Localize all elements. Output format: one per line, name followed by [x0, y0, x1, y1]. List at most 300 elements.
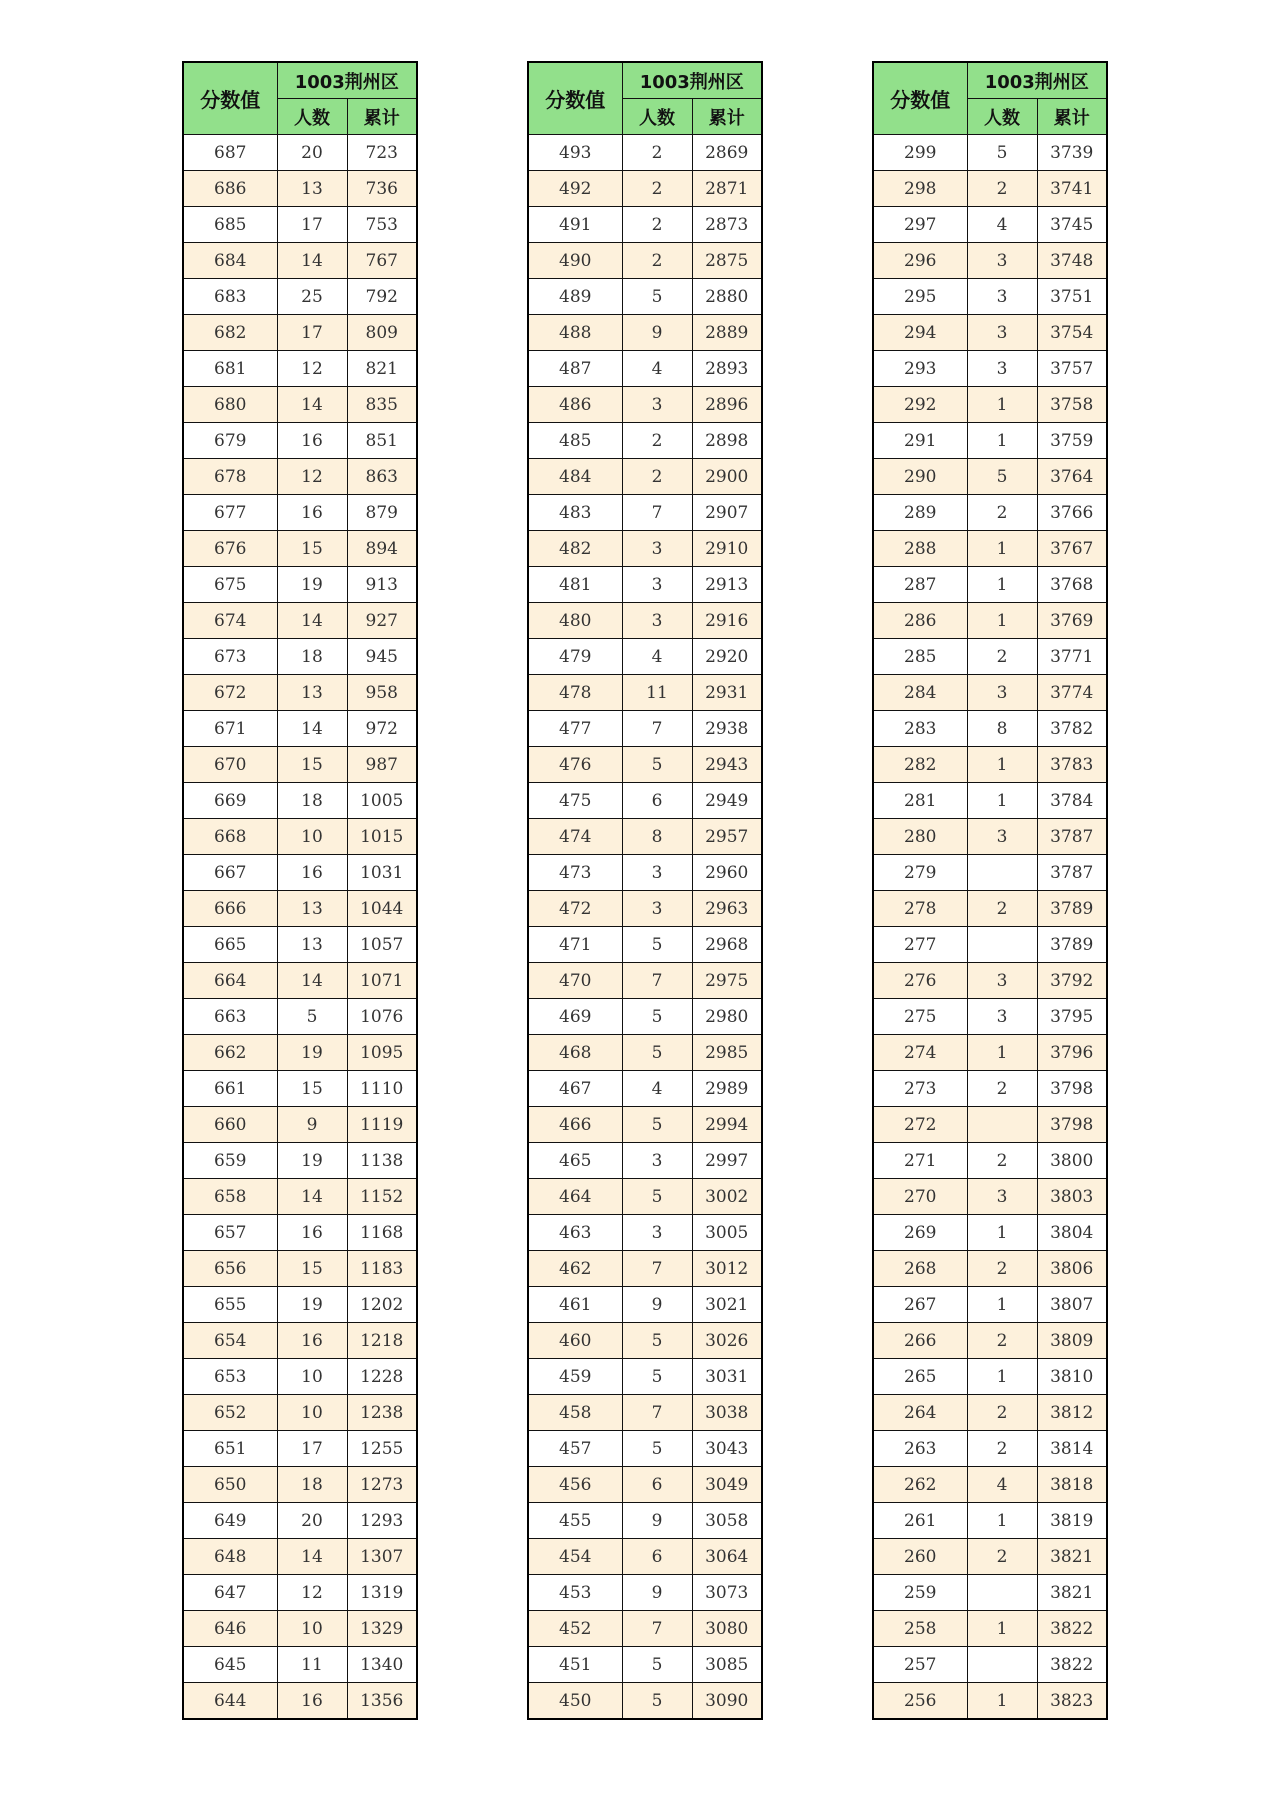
- score-cell: 467: [528, 1071, 622, 1107]
- count-cell: 3: [622, 531, 692, 567]
- count-cell: 7: [622, 1611, 692, 1647]
- score-cell: 468: [528, 1035, 622, 1071]
- count-cell: 10: [277, 1611, 347, 1647]
- table-row: [528, 891, 762, 927]
- score-cell: 299: [873, 135, 967, 171]
- score-cell: 651: [183, 1431, 277, 1467]
- score-cell: 450: [528, 1683, 622, 1720]
- table-row: [183, 1179, 417, 1215]
- count-cell: 9: [622, 315, 692, 351]
- cumulative-cell: 3038: [692, 1395, 762, 1431]
- count-cell: 17: [277, 1431, 347, 1467]
- count-cell: 19: [277, 567, 347, 603]
- count-cell: 17: [277, 207, 347, 243]
- score-cell: 470: [528, 963, 622, 999]
- count-cell: 10: [277, 1395, 347, 1431]
- header-cumulative: 累计: [1037, 99, 1107, 135]
- score-cell: 465: [528, 1143, 622, 1179]
- table-row: [183, 243, 417, 279]
- count-cell: 2: [622, 243, 692, 279]
- table-row: [873, 1251, 1107, 1287]
- cumulative-cell: 3807: [1037, 1287, 1107, 1323]
- score-cell: 288: [873, 531, 967, 567]
- table-row: [528, 1359, 762, 1395]
- table-row: [183, 495, 417, 531]
- score-cell: 268: [873, 1251, 967, 1287]
- cumulative-cell: 1228: [347, 1359, 417, 1395]
- table-row: [183, 1683, 417, 1720]
- score-cell: 664: [183, 963, 277, 999]
- count-cell: 7: [622, 495, 692, 531]
- table-row: [183, 639, 417, 675]
- table-row: [873, 351, 1107, 387]
- score-cell: 289: [873, 495, 967, 531]
- count-cell: 15: [277, 747, 347, 783]
- score-cell: 475: [528, 783, 622, 819]
- table-row: [873, 1395, 1107, 1431]
- table-row: [528, 639, 762, 675]
- count-cell: 3: [967, 279, 1037, 315]
- table-row: [873, 963, 1107, 999]
- score-cell: 271: [873, 1143, 967, 1179]
- score-cell: 478: [528, 675, 622, 711]
- count-cell: 3: [622, 567, 692, 603]
- table-row: [528, 1215, 762, 1251]
- cumulative-cell: 2889: [692, 315, 762, 351]
- score-table-middle: [527, 61, 763, 1720]
- cumulative-cell: 2963: [692, 891, 762, 927]
- cumulative-cell: 2907: [692, 495, 762, 531]
- cumulative-cell: 1138: [347, 1143, 417, 1179]
- table-row: [183, 1539, 417, 1575]
- cumulative-cell: 2985: [692, 1035, 762, 1071]
- table-row: [183, 459, 417, 495]
- table-row: [528, 1323, 762, 1359]
- count-cell: 16: [277, 1323, 347, 1359]
- count-cell: 14: [277, 1179, 347, 1215]
- count-cell: 2: [622, 171, 692, 207]
- table-row: [183, 1251, 417, 1287]
- count-cell: 14: [277, 243, 347, 279]
- table-row: [528, 1143, 762, 1179]
- cumulative-cell: 3783: [1037, 747, 1107, 783]
- table-row: [183, 783, 417, 819]
- score-cell: 262: [873, 1467, 967, 1503]
- score-cell: 680: [183, 387, 277, 423]
- table-row: [183, 963, 417, 999]
- cumulative-cell: 835: [347, 387, 417, 423]
- table-row: [873, 855, 1107, 891]
- score-cell: 666: [183, 891, 277, 927]
- score-cell: 677: [183, 495, 277, 531]
- table-row: [873, 171, 1107, 207]
- cumulative-cell: 1095: [347, 1035, 417, 1071]
- table-row: [183, 1035, 417, 1071]
- cumulative-cell: 3798: [1037, 1107, 1107, 1143]
- score-cell: 287: [873, 567, 967, 603]
- count-cell: 13: [277, 675, 347, 711]
- score-cell: 261: [873, 1503, 967, 1539]
- score-cell: 456: [528, 1467, 622, 1503]
- cumulative-cell: 1356: [347, 1683, 417, 1720]
- count-cell: 15: [277, 1071, 347, 1107]
- score-cell: 489: [528, 279, 622, 315]
- score-cell: 464: [528, 1179, 622, 1215]
- cumulative-cell: 3792: [1037, 963, 1107, 999]
- header-region: 1003荆州区: [622, 62, 762, 99]
- table-row: [183, 1467, 417, 1503]
- score-cell: 277: [873, 927, 967, 963]
- score-cell: 462: [528, 1251, 622, 1287]
- count-cell: 19: [277, 1143, 347, 1179]
- score-cell: 295: [873, 279, 967, 315]
- score-cell: 284: [873, 675, 967, 711]
- count-cell: 5: [622, 1035, 692, 1071]
- table-row: [183, 999, 417, 1035]
- table-row: [528, 531, 762, 567]
- table-row: [873, 603, 1107, 639]
- score-cell: 461: [528, 1287, 622, 1323]
- count-cell: 13: [277, 171, 347, 207]
- cumulative-cell: 2943: [692, 747, 762, 783]
- count-cell: 5: [622, 279, 692, 315]
- table-row: [183, 1287, 417, 1323]
- score-cell: 669: [183, 783, 277, 819]
- header-count: 人数: [967, 99, 1037, 135]
- count-cell: 8: [622, 819, 692, 855]
- cumulative-cell: 3810: [1037, 1359, 1107, 1395]
- score-cell: 684: [183, 243, 277, 279]
- count-cell: 12: [277, 1575, 347, 1611]
- count-cell: 1: [967, 747, 1037, 783]
- cumulative-cell: 1218: [347, 1323, 417, 1359]
- score-cell: 259: [873, 1575, 967, 1611]
- cumulative-cell: 3739: [1037, 135, 1107, 171]
- cumulative-cell: 2968: [692, 927, 762, 963]
- cumulative-cell: 3021: [692, 1287, 762, 1323]
- score-cell: 297: [873, 207, 967, 243]
- table-row: [183, 1431, 417, 1467]
- table-row: [873, 819, 1107, 855]
- score-cell: 663: [183, 999, 277, 1035]
- table-row: [873, 207, 1107, 243]
- score-cell: 644: [183, 1683, 277, 1720]
- score-cell: 492: [528, 171, 622, 207]
- score-cell: 270: [873, 1179, 967, 1215]
- table-row: [528, 603, 762, 639]
- table-row: [528, 711, 762, 747]
- count-cell: 1: [967, 423, 1037, 459]
- table-row: [873, 1647, 1107, 1683]
- cumulative-cell: 2980: [692, 999, 762, 1035]
- count-cell: 19: [277, 1035, 347, 1071]
- count-cell: 9: [622, 1287, 692, 1323]
- score-cell: 263: [873, 1431, 967, 1467]
- cumulative-cell: 3767: [1037, 531, 1107, 567]
- score-cell: 477: [528, 711, 622, 747]
- table-row: [873, 999, 1107, 1035]
- count-cell: 9: [622, 1575, 692, 1611]
- table-row: [528, 207, 762, 243]
- count-cell: 2: [967, 1143, 1037, 1179]
- score-cell: 266: [873, 1323, 967, 1359]
- header-count: 人数: [277, 99, 347, 135]
- count-cell: 3: [622, 603, 692, 639]
- table-row: [873, 1143, 1107, 1179]
- table-row: [528, 1071, 762, 1107]
- table-row: [873, 747, 1107, 783]
- count-cell: 8: [967, 711, 1037, 747]
- score-cell: 472: [528, 891, 622, 927]
- cumulative-cell: 1152: [347, 1179, 417, 1215]
- table-row: [528, 1179, 762, 1215]
- count-cell: 7: [622, 1251, 692, 1287]
- score-cell: 484: [528, 459, 622, 495]
- cumulative-cell: 2900: [692, 459, 762, 495]
- cumulative-cell: 3026: [692, 1323, 762, 1359]
- count-cell: [967, 927, 1037, 963]
- count-cell: 12: [277, 459, 347, 495]
- cumulative-cell: 1273: [347, 1467, 417, 1503]
- score-cell: 260: [873, 1539, 967, 1575]
- table-row: [183, 567, 417, 603]
- count-cell: 16: [277, 855, 347, 891]
- count-cell: 20: [277, 135, 347, 171]
- count-cell: 4: [622, 1071, 692, 1107]
- cumulative-cell: 3821: [1037, 1539, 1107, 1575]
- score-cell: 654: [183, 1323, 277, 1359]
- score-cell: 653: [183, 1359, 277, 1395]
- cumulative-cell: 3823: [1037, 1683, 1107, 1720]
- count-cell: 18: [277, 639, 347, 675]
- score-cell: 660: [183, 1107, 277, 1143]
- count-cell: 5: [622, 747, 692, 783]
- count-cell: 2: [967, 1251, 1037, 1287]
- score-cell: 668: [183, 819, 277, 855]
- cumulative-cell: 2916: [692, 603, 762, 639]
- count-cell: 14: [277, 387, 347, 423]
- table-row: [183, 819, 417, 855]
- count-cell: 10: [277, 1359, 347, 1395]
- score-cell: 474: [528, 819, 622, 855]
- count-cell: 3: [967, 1179, 1037, 1215]
- cumulative-cell: 2893: [692, 351, 762, 387]
- cumulative-cell: 767: [347, 243, 417, 279]
- count-cell: 2: [967, 1395, 1037, 1431]
- cumulative-cell: 3769: [1037, 603, 1107, 639]
- score-table-right: [872, 61, 1108, 1720]
- score-cell: 454: [528, 1539, 622, 1575]
- cumulative-cell: 3787: [1037, 855, 1107, 891]
- cumulative-cell: 2997: [692, 1143, 762, 1179]
- cumulative-cell: 927: [347, 603, 417, 639]
- score-cell: 280: [873, 819, 967, 855]
- count-cell: 1: [967, 1035, 1037, 1071]
- score-cell: 657: [183, 1215, 277, 1251]
- cumulative-cell: 3818: [1037, 1467, 1107, 1503]
- table-row: [183, 711, 417, 747]
- cumulative-cell: 3821: [1037, 1575, 1107, 1611]
- table-row: [183, 315, 417, 351]
- cumulative-cell: 3804: [1037, 1215, 1107, 1251]
- score-cell: 655: [183, 1287, 277, 1323]
- score-cell: 647: [183, 1575, 277, 1611]
- score-cell: 671: [183, 711, 277, 747]
- score-cell: 670: [183, 747, 277, 783]
- score-cell: 473: [528, 855, 622, 891]
- table-row: [183, 747, 417, 783]
- score-cell: 273: [873, 1071, 967, 1107]
- cumulative-cell: 3757: [1037, 351, 1107, 387]
- score-cell: 480: [528, 603, 622, 639]
- score-cell: 649: [183, 1503, 277, 1539]
- table-row: [873, 1107, 1107, 1143]
- table-row: [528, 1539, 762, 1575]
- count-cell: 5: [622, 999, 692, 1035]
- table-row: [528, 1431, 762, 1467]
- cumulative-cell: 987: [347, 747, 417, 783]
- count-cell: 14: [277, 1539, 347, 1575]
- cumulative-cell: 1183: [347, 1251, 417, 1287]
- count-cell: 1: [967, 531, 1037, 567]
- count-cell: [967, 855, 1037, 891]
- count-cell: 20: [277, 1503, 347, 1539]
- count-cell: 18: [277, 783, 347, 819]
- cumulative-cell: 3012: [692, 1251, 762, 1287]
- count-cell: 16: [277, 495, 347, 531]
- cumulative-cell: 3058: [692, 1503, 762, 1539]
- count-cell: 3: [622, 891, 692, 927]
- score-cell: 291: [873, 423, 967, 459]
- table-row: [528, 999, 762, 1035]
- count-cell: 5: [622, 927, 692, 963]
- cumulative-cell: 1319: [347, 1575, 417, 1611]
- cumulative-cell: 2938: [692, 711, 762, 747]
- table-row: [528, 855, 762, 891]
- table-row: [183, 1107, 417, 1143]
- score-cell: 665: [183, 927, 277, 963]
- table-row: [528, 459, 762, 495]
- score-cell: 674: [183, 603, 277, 639]
- cumulative-cell: 3064: [692, 1539, 762, 1575]
- table-row: [528, 1287, 762, 1323]
- cumulative-cell: 3822: [1037, 1647, 1107, 1683]
- table-row: [528, 747, 762, 783]
- cumulative-cell: 1031: [347, 855, 417, 891]
- cumulative-cell: 3090: [692, 1683, 762, 1720]
- count-cell: 15: [277, 531, 347, 567]
- cumulative-cell: 2949: [692, 783, 762, 819]
- table-row: [873, 243, 1107, 279]
- count-cell: 9: [277, 1107, 347, 1143]
- score-cell: 646: [183, 1611, 277, 1647]
- count-cell: 19: [277, 1287, 347, 1323]
- table-row: [528, 1575, 762, 1611]
- count-cell: 3: [967, 315, 1037, 351]
- cumulative-cell: 3814: [1037, 1431, 1107, 1467]
- cumulative-cell: 3768: [1037, 567, 1107, 603]
- table-row: [183, 1503, 417, 1539]
- score-cell: 662: [183, 1035, 277, 1071]
- cumulative-cell: 2994: [692, 1107, 762, 1143]
- count-cell: 14: [277, 603, 347, 639]
- count-cell: 1: [967, 1359, 1037, 1395]
- count-cell: 5: [622, 1431, 692, 1467]
- cumulative-cell: 3073: [692, 1575, 762, 1611]
- table-body: [183, 135, 417, 1720]
- score-cell: 667: [183, 855, 277, 891]
- cumulative-cell: 3806: [1037, 1251, 1107, 1287]
- score-cell: 293: [873, 351, 967, 387]
- table-row: [183, 1323, 417, 1359]
- table-row: [183, 279, 417, 315]
- score-cell: 658: [183, 1179, 277, 1215]
- table-row: [873, 1683, 1107, 1720]
- table-row: [528, 783, 762, 819]
- count-cell: 2: [967, 639, 1037, 675]
- table-row: [873, 1611, 1107, 1647]
- count-cell: 4: [967, 1467, 1037, 1503]
- score-cell: 685: [183, 207, 277, 243]
- count-cell: 2: [622, 459, 692, 495]
- score-cell: 457: [528, 1431, 622, 1467]
- cumulative-cell: 1005: [347, 783, 417, 819]
- count-cell: 16: [277, 423, 347, 459]
- table-row: [528, 1611, 762, 1647]
- score-cell: 265: [873, 1359, 967, 1395]
- cumulative-cell: 1076: [347, 999, 417, 1035]
- count-cell: 3: [622, 1143, 692, 1179]
- table-row: [528, 279, 762, 315]
- cumulative-cell: 1168: [347, 1215, 417, 1251]
- cumulative-cell: 2896: [692, 387, 762, 423]
- cumulative-cell: 3800: [1037, 1143, 1107, 1179]
- header-score: 分数值: [873, 62, 967, 135]
- cumulative-cell: 3766: [1037, 495, 1107, 531]
- table-row: [528, 315, 762, 351]
- count-cell: 5: [622, 1647, 692, 1683]
- table-row: [873, 1035, 1107, 1071]
- count-cell: 2: [622, 135, 692, 171]
- score-cell: 272: [873, 1107, 967, 1143]
- score-cell: 482: [528, 531, 622, 567]
- score-cell: 257: [873, 1647, 967, 1683]
- count-cell: 9: [622, 1503, 692, 1539]
- table-row: [528, 387, 762, 423]
- count-cell: 3: [967, 351, 1037, 387]
- score-cell: 285: [873, 639, 967, 675]
- cumulative-cell: 3819: [1037, 1503, 1107, 1539]
- cumulative-cell: 3080: [692, 1611, 762, 1647]
- score-cell: 650: [183, 1467, 277, 1503]
- score-cell: 656: [183, 1251, 277, 1287]
- table-row: [873, 567, 1107, 603]
- table-row: [528, 351, 762, 387]
- table-row: [528, 495, 762, 531]
- count-cell: 16: [277, 1215, 347, 1251]
- cumulative-cell: 753: [347, 207, 417, 243]
- cumulative-cell: 2880: [692, 279, 762, 315]
- count-cell: 1: [967, 567, 1037, 603]
- table-row: [183, 675, 417, 711]
- score-cell: 267: [873, 1287, 967, 1323]
- cumulative-cell: 3812: [1037, 1395, 1107, 1431]
- count-cell: 5: [622, 1683, 692, 1720]
- count-cell: 3: [967, 243, 1037, 279]
- cumulative-cell: 3748: [1037, 243, 1107, 279]
- score-cell: 256: [873, 1683, 967, 1720]
- table-row: [183, 1395, 417, 1431]
